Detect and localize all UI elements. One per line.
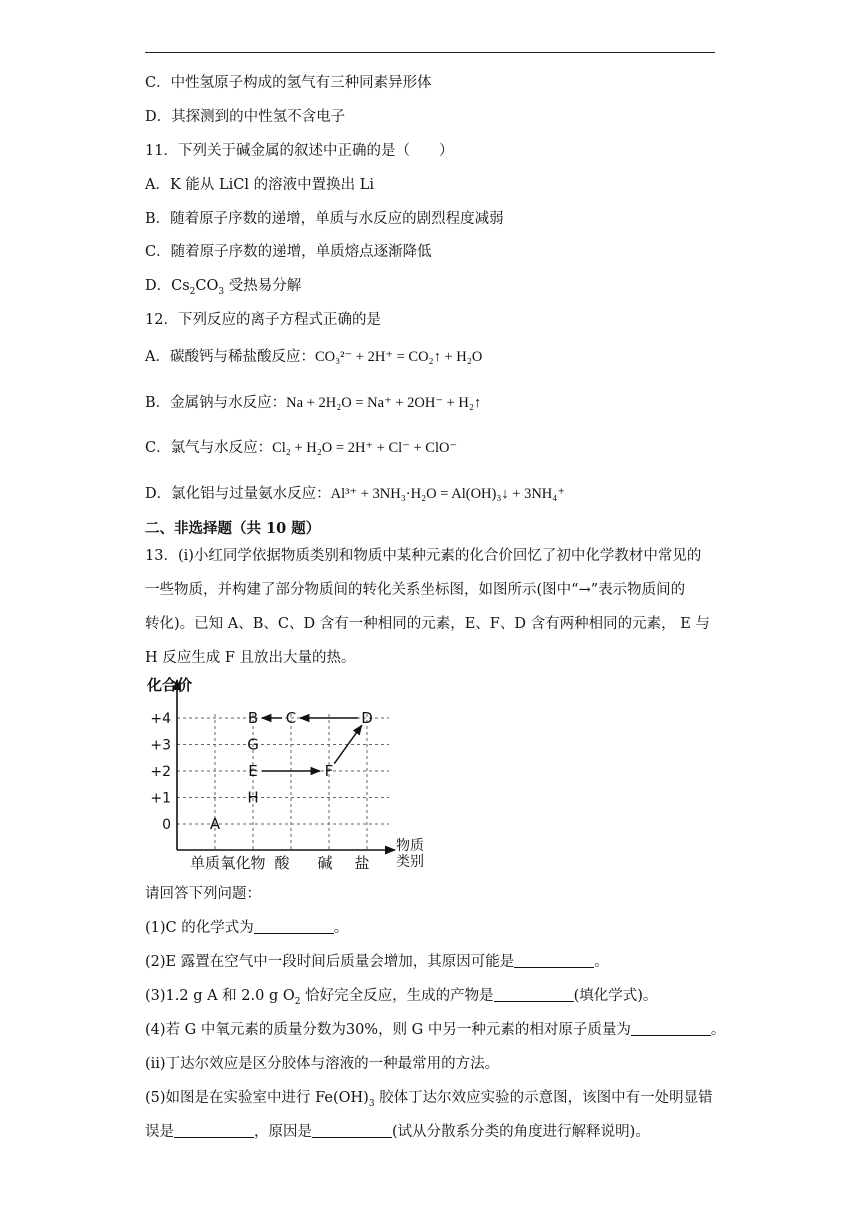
- q13-part-5-line2: [145, 1122, 650, 1142]
- q11-stem: 11．下列关于碱金属的叙述中正确的是（ ）: [145, 143, 454, 159]
- substance-point: G: [247, 735, 259, 754]
- x-axis-label-line1: 物质: [396, 838, 424, 854]
- q13-part-ii: (ii)丁达尔效应是区分胶体与溶液的一种最常用的方法。: [145, 1056, 500, 1072]
- q10-option-d: D．其探测到的中性氢不含电子: [145, 109, 346, 125]
- x-category-label: 碱: [317, 854, 333, 872]
- q12a-label: A．碳酸钙与稀盐酸反应：: [145, 349, 315, 365]
- y-axis-label: 化合价: [147, 676, 193, 694]
- p2-end: 。: [594, 954, 609, 970]
- q12-stem: 12．下列反应的离子方程式正确的是: [145, 312, 381, 328]
- q13-intro-3: 转化)。已知 A、B、C、D 含有一种相同的元素，E、F、D 含有两种相同的元素， E 与: [145, 616, 710, 632]
- answer-blank-2[interactable]: [514, 953, 594, 968]
- p5-sub: 3: [368, 1098, 375, 1109]
- x-axis-label-line2: 类别: [396, 854, 424, 870]
- answer-blank-5a[interactable]: [174, 1123, 254, 1138]
- section-heading: 二、非选择题（共 10 题）: [145, 520, 321, 537]
- q12-option-d: [145, 484, 565, 504]
- q13-part-1: [145, 918, 348, 938]
- x-category-label: 氧化物: [220, 854, 266, 872]
- q13-intro-1: 13．(i)小红同学依据物质类别和物质中某种元素的化合价回忆了初中化学教材中常见的: [145, 548, 702, 564]
- q12-option-b: [145, 393, 481, 413]
- p3-sub: 2: [294, 996, 301, 1007]
- q12c-label: C．氯气与水反应：: [145, 440, 273, 456]
- q11d-sub-1: 2: [189, 286, 196, 297]
- p3-text-pre: (3)1.2 g A 和 2.0 g O: [145, 988, 295, 1004]
- y-tick-label: +1: [150, 790, 171, 807]
- p1-end: 。: [333, 920, 349, 936]
- x-category-label: 单质: [189, 854, 221, 872]
- q11-option-d: [145, 276, 301, 302]
- q11-option-b: B．随着原子序数的递增，单质与水反应的剧烈程度减弱: [145, 211, 504, 227]
- q13-intro-2: 一些物质，并构建了部分物质间的转化关系坐标图，如图所示(图中“→”表示物质间的: [145, 582, 686, 598]
- p2-text: (2)E 露置在空气中一段时间后质量会增加，其原因可能是: [145, 954, 515, 970]
- q11d-sub-2: 3: [218, 286, 225, 297]
- p4-text: (4)若 G 中氧元素的质量分数为30%，则 G 中另一种元素的相对原子质量为: [145, 1022, 631, 1038]
- valence-chart: [145, 672, 445, 872]
- q10-option-c: C．中性氢原子构成的氢气有三种同素异形体: [145, 75, 432, 91]
- p5-text-pre: (5)如图是在实验室中进行 Fe(OH): [145, 1090, 369, 1106]
- substance-point: H: [247, 788, 259, 807]
- p3-text-mid: 恰好完全反应，生成的产物是: [300, 988, 494, 1004]
- q11-option-c: C．随着原子序数的递增，单质熔点逐渐降低: [145, 244, 432, 260]
- q12d-equation: Al³⁺ + 3NH₃·H₂O = Al(OH)₃↓ + 3NH₄⁺: [330, 486, 565, 502]
- q13-part-2: [145, 952, 609, 972]
- y-tick-label: +3: [150, 737, 171, 754]
- y-tick-label: +4: [150, 711, 171, 727]
- q12d-label: D．氯化铝与过量氨水反应：: [145, 486, 331, 502]
- substance-point: B: [247, 709, 259, 727]
- q12c-equation: Cl₂ + H₂O = 2H⁺ + Cl⁻ + ClO⁻: [272, 440, 458, 456]
- header-rule: [145, 52, 715, 53]
- p1-text: (1)C 的化学式为: [145, 920, 254, 936]
- answer-blank-5b[interactable]: [312, 1123, 392, 1138]
- substance-point: F: [324, 762, 334, 780]
- q12b-equation: Na + 2H₂O = Na⁺ + 2OH⁻ + H₂↑: [286, 395, 482, 411]
- substance-point: E: [248, 762, 258, 780]
- q13-part-4: [145, 1020, 725, 1040]
- q12-option-c: [145, 438, 457, 458]
- y-tick-label: 0: [162, 817, 171, 833]
- x-category-label: 酸: [274, 854, 290, 872]
- p5-text-post: 胶体丁达尔效应实验的示意图，该图中有一处明显错: [374, 1090, 713, 1106]
- answer-blank-1[interactable]: [254, 919, 334, 934]
- answer-blank-4[interactable]: [631, 1021, 711, 1036]
- substance-point: C: [285, 709, 297, 727]
- p5-line2-mid: ，原因是: [254, 1124, 312, 1140]
- q12b-label: B．金属钠与水反应：: [145, 395, 287, 411]
- q11d-text-mid: CO: [195, 278, 219, 294]
- substance-point: D: [361, 709, 373, 727]
- p3-end: (填化学式)。: [573, 988, 658, 1004]
- y-tick-label: +2: [150, 764, 171, 780]
- q11-option-a: A．K 能从 LiCl 的溶液中置换出 Li: [145, 177, 375, 193]
- q12a-equation: CO₃²⁻ + 2H⁺ = CO₂↑ + H₂O: [314, 349, 483, 365]
- q11d-text-post: 受热易分解: [224, 278, 302, 294]
- x-category-label: 盐: [354, 854, 370, 872]
- q13-part-3: [145, 986, 657, 1012]
- q13-intro-4: H 反应生成 F 且放出大量的热。: [145, 650, 356, 666]
- p4-end: 。: [710, 1022, 726, 1038]
- p5-line2-pre: 误是: [145, 1124, 174, 1140]
- answer-prompt: 请回答下列问题：: [145, 886, 261, 902]
- q11d-text-pre: D．Cs: [145, 278, 190, 294]
- q12-option-a: [145, 347, 482, 367]
- q13-part-5-line1: [145, 1088, 713, 1114]
- p5-line2-post: (试从分散系分类的角度进行解释说明)。: [392, 1124, 650, 1140]
- answer-blank-3[interactable]: [494, 987, 574, 1002]
- substance-point: A: [209, 815, 221, 833]
